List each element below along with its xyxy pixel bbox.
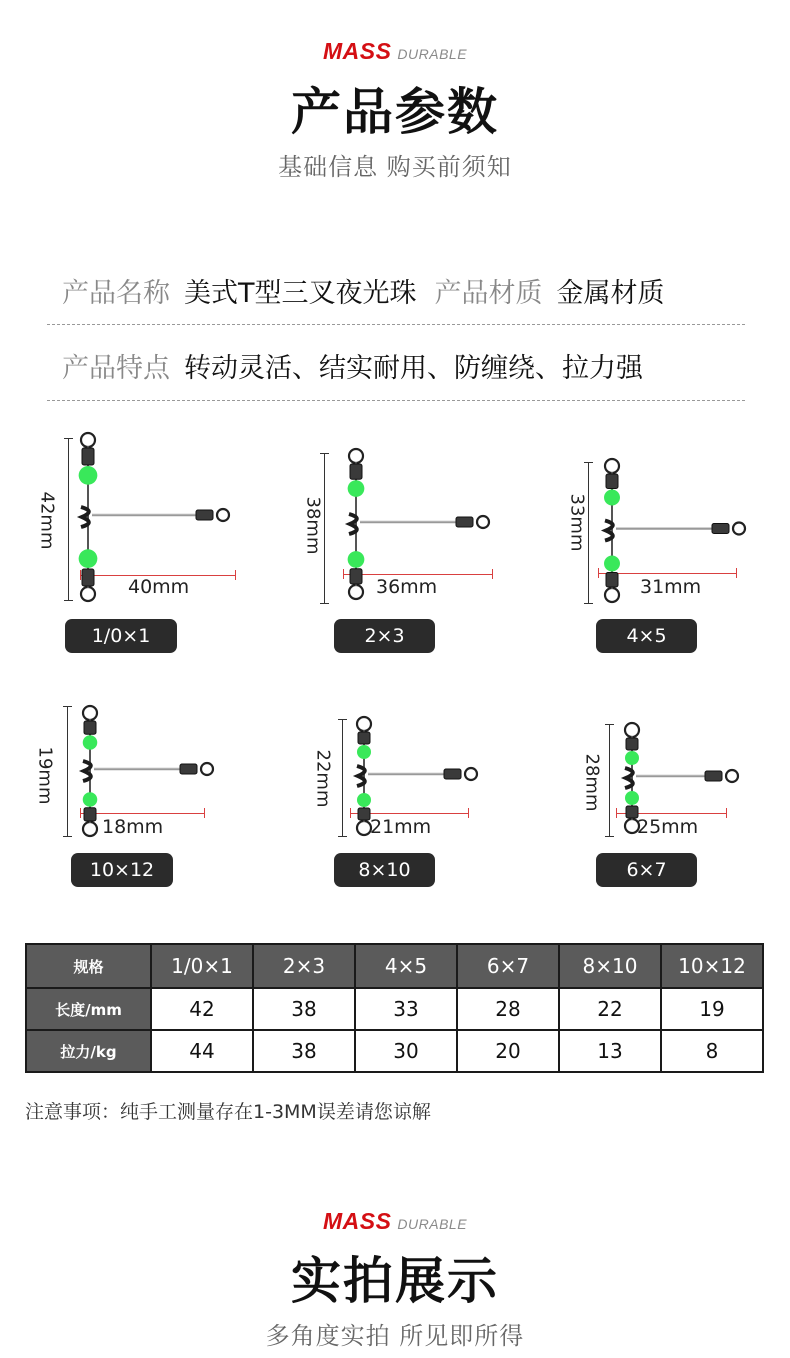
length-label: 19mm <box>34 746 56 805</box>
note-text: 注意事项：纯手工测量存在1-3MM误差请您谅解 <box>25 1101 431 1123</box>
brand-durable: DURABLE <box>397 46 468 62</box>
dimension-tick <box>605 724 614 725</box>
table-cell: 38 <box>253 1030 355 1072</box>
dimension-line-vertical <box>609 724 610 836</box>
size-badge: 2×3 <box>334 619 435 653</box>
table-header-cell: 8×10 <box>559 944 661 988</box>
size-badge: 4×5 <box>596 619 697 653</box>
dimension-tick <box>320 453 329 454</box>
table-cell: 20 <box>457 1030 559 1072</box>
width-label: 25mm <box>637 816 699 838</box>
table-header-cell: 2×3 <box>253 944 355 988</box>
section-subtitle-photos: 多角度实拍 所见即所得 <box>265 1322 525 1350</box>
info-row-feature <box>62 346 661 385</box>
spec-table <box>25 943 764 1073</box>
table-header-label: 规格 <box>26 944 151 988</box>
section-subtitle-params: 基础信息 购买前须知 <box>278 153 512 181</box>
size-badge: 8×10 <box>334 853 435 887</box>
table-row <box>26 988 763 1030</box>
material-value: 金属材质 <box>556 278 665 309</box>
row-label: 长度/mm <box>26 988 151 1030</box>
brand-logo <box>0 1208 790 1235</box>
table-row <box>26 1030 763 1072</box>
dimension-line-vertical <box>588 462 589 603</box>
size-badge: 6×7 <box>596 853 697 887</box>
dimension-line-vertical <box>68 438 69 600</box>
dimension-tick <box>320 603 329 604</box>
brand-mass: MASS <box>322 1208 392 1234</box>
length-label: 22mm <box>312 749 334 808</box>
width-label: 36mm <box>376 576 438 598</box>
table-cell: 22 <box>559 988 661 1030</box>
table-header-cell: 4×5 <box>355 944 457 988</box>
width-label: 40mm <box>128 576 190 598</box>
size-badge: 10×12 <box>71 853 173 887</box>
table-header-cell: 10×12 <box>661 944 763 988</box>
feature-label: 产品特点 <box>62 353 170 384</box>
length-label: 42mm <box>36 491 58 550</box>
dimension-tick <box>63 836 72 837</box>
row-label: 拉力/kg <box>26 1030 151 1072</box>
feature-value: 转动灵活、结实耐用、防缠绕、拉力强 <box>184 353 643 384</box>
table-cell: 19 <box>661 988 763 1030</box>
brand-mass: MASS <box>322 38 392 64</box>
dimension-line-vertical <box>324 453 325 603</box>
table-cell: 38 <box>253 988 355 1030</box>
divider <box>47 400 745 401</box>
name-value: 美式T型三叉夜光珠 <box>184 278 417 309</box>
table-header-row <box>26 944 763 988</box>
table-cell: 44 <box>151 1030 253 1072</box>
table-header-cell: 1/0×1 <box>151 944 253 988</box>
length-label: 38mm <box>302 496 324 555</box>
dimension-tick <box>338 836 347 837</box>
brand-durable: DURABLE <box>397 1216 468 1232</box>
table-cell: 33 <box>355 988 457 1030</box>
section-title-params: 产品参数 <box>291 83 499 141</box>
table-cell: 8 <box>661 1030 763 1072</box>
dimension-tick <box>584 462 593 463</box>
dimension-tick <box>584 603 593 604</box>
length-label: 28mm <box>581 753 603 812</box>
info-row-name <box>62 271 683 310</box>
width-label: 31mm <box>640 576 702 598</box>
table-cell: 28 <box>457 988 559 1030</box>
name-label: 产品名称 <box>62 278 170 309</box>
size-badge: 1/0×1 <box>65 619 177 653</box>
brand-logo <box>0 38 790 65</box>
table-header-cell: 6×7 <box>457 944 559 988</box>
dimension-tick <box>63 706 72 707</box>
material-label: 产品材质 <box>434 278 543 309</box>
divider <box>47 324 745 325</box>
dimension-line-vertical <box>67 706 68 836</box>
table-cell: 30 <box>355 1030 457 1072</box>
dimension-line-vertical <box>342 719 343 836</box>
section-title-photos: 实拍展示 <box>291 1252 499 1310</box>
width-label: 21mm <box>370 816 432 838</box>
width-label: 18mm <box>102 816 164 838</box>
table-cell: 42 <box>151 988 253 1030</box>
length-label: 33mm <box>566 493 588 552</box>
table-cell: 13 <box>559 1030 661 1072</box>
dimension-tick <box>605 836 614 837</box>
